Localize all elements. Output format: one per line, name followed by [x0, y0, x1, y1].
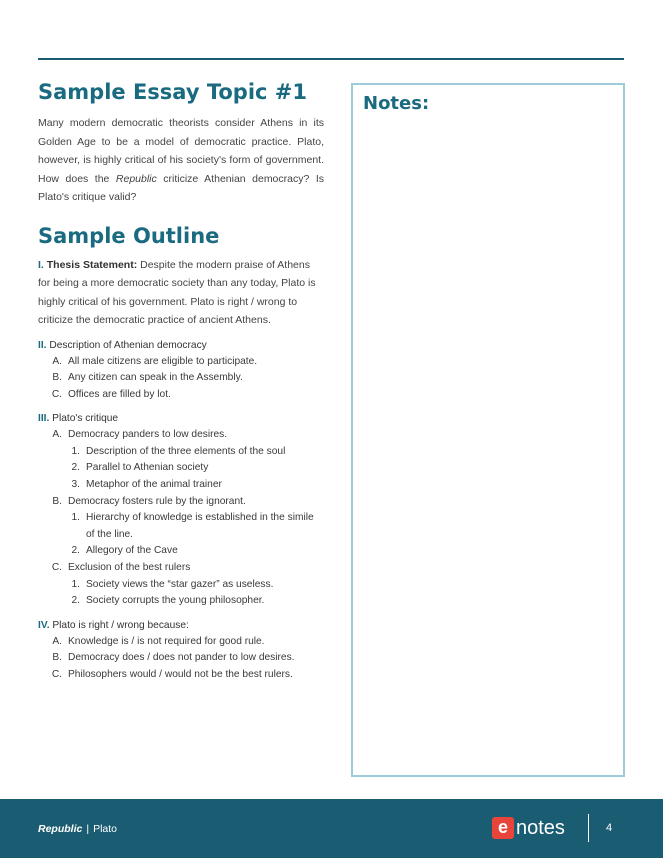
enotes-logo-text: notes: [516, 816, 565, 839]
list-subitem: 1. Society views the “star gazer” as useless.: [71, 578, 274, 590]
essay-body-part2: criticize Athenian democracy? Is Plato's critique valid?: [38, 172, 324, 203]
page-number: 4: [606, 822, 613, 834]
enotes-logo-icon: e: [492, 817, 514, 839]
list-subitem: 1. Hierarchy of knowledge is established in the simile of the line.: [71, 512, 314, 540]
thesis-num: I.: [38, 258, 44, 271]
thesis-statement: [38, 256, 324, 330]
outline-section-2: [38, 338, 324, 404]
outline-title: Sample Outline: [38, 223, 220, 248]
section-title: Plato is right / wrong because:: [52, 619, 189, 631]
list-subitem: 2. Society corrupts the young philosopher.: [71, 595, 265, 607]
footer-separator: |: [86, 823, 90, 835]
list-subitem: 2. Allegory of the Cave: [71, 545, 178, 557]
section-num: II.: [38, 339, 47, 351]
list-item: A. Knowledge is / is not required for good rule.: [52, 635, 265, 647]
list-item: B. Democracy fosters rule by the ignorant.: [52, 495, 246, 507]
outline-section-4: [38, 618, 324, 684]
footer: [0, 799, 663, 858]
list-item: A. All male citizens are eligible to participate.: [52, 355, 258, 367]
footer-title: [38, 823, 117, 835]
list-item: C. Philosophers would / would not be the best rulers.: [51, 669, 293, 680]
essay-body-part1: Many modern democratic theorists consider Athens in its Golden Age to be a model of democratic practice. Plato, however, is highly critical of his society's form of government. How does the: [38, 117, 324, 185]
essay-topic-body: [38, 114, 324, 207]
list-item: B. Any citizen can speak in the Assembly.: [52, 372, 243, 384]
top-rule: [38, 58, 624, 60]
thesis-text: Despite the modern praise of Athens for being a more democratic society than any today, Plato is highly critical of his government. Plato is right / wrong to criticize the democratic practice of ancient Athens.: [38, 258, 316, 326]
section-title: Description of Athenian democracy: [49, 339, 207, 351]
footer-author: Plato: [93, 823, 118, 835]
section-num: III.: [38, 413, 50, 425]
outline-section-3: [38, 411, 324, 610]
section-title: Plato's critique: [52, 413, 119, 425]
list-item: B. Democracy does / does not pander to low desires.: [52, 652, 295, 664]
list-subitem: 2. Parallel to Athenian society: [71, 462, 209, 474]
footer-divider: [588, 814, 589, 842]
left-column: [38, 80, 324, 684]
footer-book-title: Republic: [38, 823, 83, 835]
enotes-logo[interactable]: [492, 817, 565, 839]
section-num: IV.: [38, 619, 50, 631]
list-subitem: 3. Metaphor of the animal trainer: [71, 479, 222, 491]
list-subitem: 1. Description of the three elements of the soul: [71, 445, 286, 457]
thesis-label: Thesis Statement:: [46, 258, 138, 271]
essay-body-italic: Republic: [115, 172, 157, 185]
essay-topic-title: Sample Essay Topic #1: [38, 80, 307, 104]
list-item: C. Exclusion of the best rulers: [51, 562, 191, 574]
list-item: A. Democracy panders to low desires.: [52, 429, 228, 441]
list-item: C. Offices are filled by lot.: [51, 388, 171, 400]
notes-title: Notes:: [363, 93, 430, 114]
notes-box: [351, 83, 625, 777]
